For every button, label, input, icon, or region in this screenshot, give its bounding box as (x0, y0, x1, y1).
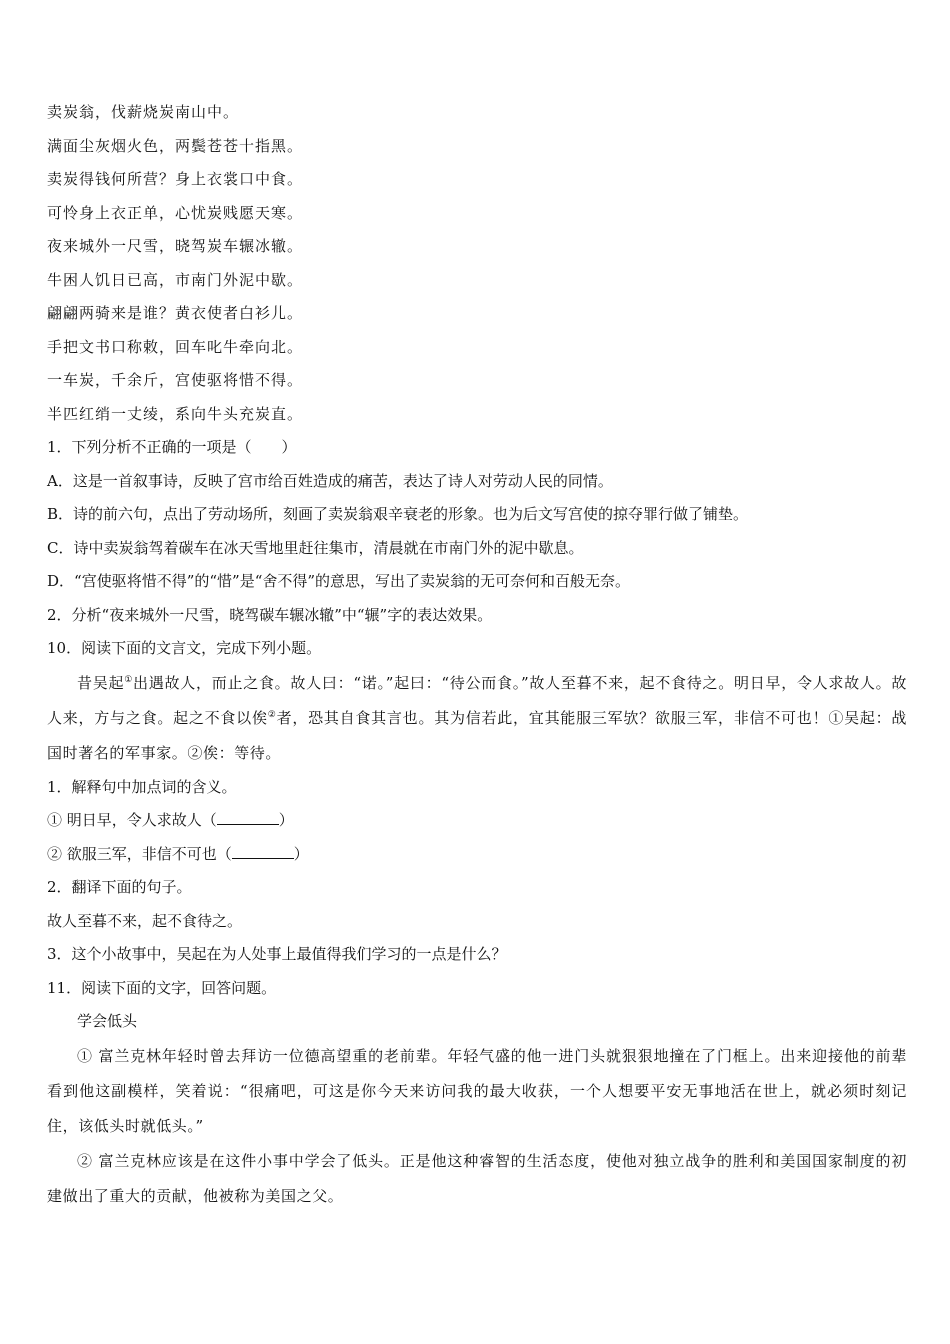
article-title: 学会低头 (77, 1012, 138, 1030)
poem-line: 卖炭得钱何所营？身上衣裳口中食。 (47, 170, 304, 188)
question-9-2: 2．分析“夜来城外一尺雪，晓驾碳车辗冰辙”中“辗”字的表达效果。 (47, 605, 493, 624)
poem-line: 翩翩两骑来是谁？黄衣使者白衫儿。 (47, 304, 304, 322)
question-10-1: 1．解释句中加点词的含义。 (47, 777, 237, 796)
classical-passage: 昔吴起①出遇故人，而止之食。故人曰：“诺。”起曰：“待公而食。”故人至暮不来，起不食待之。明日早，令人求故人。故人来，方与之食。起之不食以俟②者，恐其自食其言也。其为信若此，宜其能服三军欤？欲服三军，非信不可也！①吴起：战国时著名的军事家。②俟：等待。 (47, 673, 907, 762)
document-page (47, 96, 907, 1214)
question-10-3: 3．这个小故事中，吴起在为人处事上最值得我们学习的一点是什么？ (47, 945, 507, 963)
poem-line: 满面尘灰烟火色，两鬓苍苍十指黑。 (47, 136, 304, 155)
question-10-1b: ② 欲服三军，非信不可也（ ） (47, 844, 309, 863)
poem-line: 可怜身上衣正单，心忧炭贱愿天寒。 (47, 203, 304, 222)
poem-line: 一车炭，千余斤，宫使驱将惜不得。 (47, 371, 304, 389)
poem-line: 牛困人饥日已高，市南门外泥中歇。 (47, 270, 304, 289)
article-paragraph-2: ② 富兰克林应该是在这件小事中学会了低头。正是他这种睿智的生活态度，使他对独立战争的胜利和美国国家制度的初建做出了重大的贡献，他被称为美国之父。 (47, 1151, 907, 1205)
question-10-1a: ① 明日早，令人求故人（ ） (47, 811, 294, 829)
question-10-2-sentence: 故人至暮不来，起不食待之。 (47, 911, 243, 930)
question-10-2: 2．翻译下面的句子。 (47, 878, 192, 896)
option-a: A．这是一首叙事诗，反映了宫市给百姓造成的痛苦，表达了诗人对劳动人民的同情。 (47, 471, 613, 490)
poem-line: 手把文书口称敕，回车叱牛牵向北。 (47, 337, 304, 356)
option-c: C．诗中卖炭翁驾着碳车在冰天雪地里赶往集市，清晨就在市南门外的泥中歇息。 (47, 538, 584, 557)
option-b: B．诗的前六句，点出了劳动场所，刻画了卖炭翁艰辛衰老的形象。也为后文写宫使的掠夺罪行做了铺垫。 (47, 505, 749, 523)
poem-line: 夜来城外一尺雪，晓驾炭车辗冰辙。 (47, 237, 304, 255)
article-paragraph-1: ① 富兰克林年轻时曾去拜访一位德高望重的老前辈。年轻气盛的他一进门头就狠狠地撞在了门框上。出来迎接他的前辈看到他这副模样，笑着说：“很痛吧，可这是你今天来访问我的最大收获，一个人想要平安无事地活在世上，就必须时刻记住，该低头时就低头。” (47, 1046, 907, 1135)
question-10-heading: 10．阅读下面的文言文，完成下列小题。 (47, 639, 322, 657)
poem-line: 卖炭翁，伐薪烧炭南山中。 (47, 103, 240, 121)
poem-line: 半匹红绡一丈绫，系向牛头充炭直。 (47, 404, 304, 423)
answer-blank[interactable] (217, 810, 279, 825)
poem (47, 96, 907, 431)
question-9-1: 1．下列分析不正确的一项是（ ） (47, 438, 297, 456)
footnote-mark: ① (124, 674, 134, 685)
question-11-heading: 11．阅读下面的文字，回答问题。 (47, 978, 277, 997)
footnote-mark: ② (267, 709, 277, 720)
answer-blank[interactable] (232, 844, 294, 859)
option-d: D．“宫使驱将惜不得”的“惜”是“舍不得”的意思，写出了卖炭翁的无可奈何和百般无奈。 (47, 572, 631, 590)
